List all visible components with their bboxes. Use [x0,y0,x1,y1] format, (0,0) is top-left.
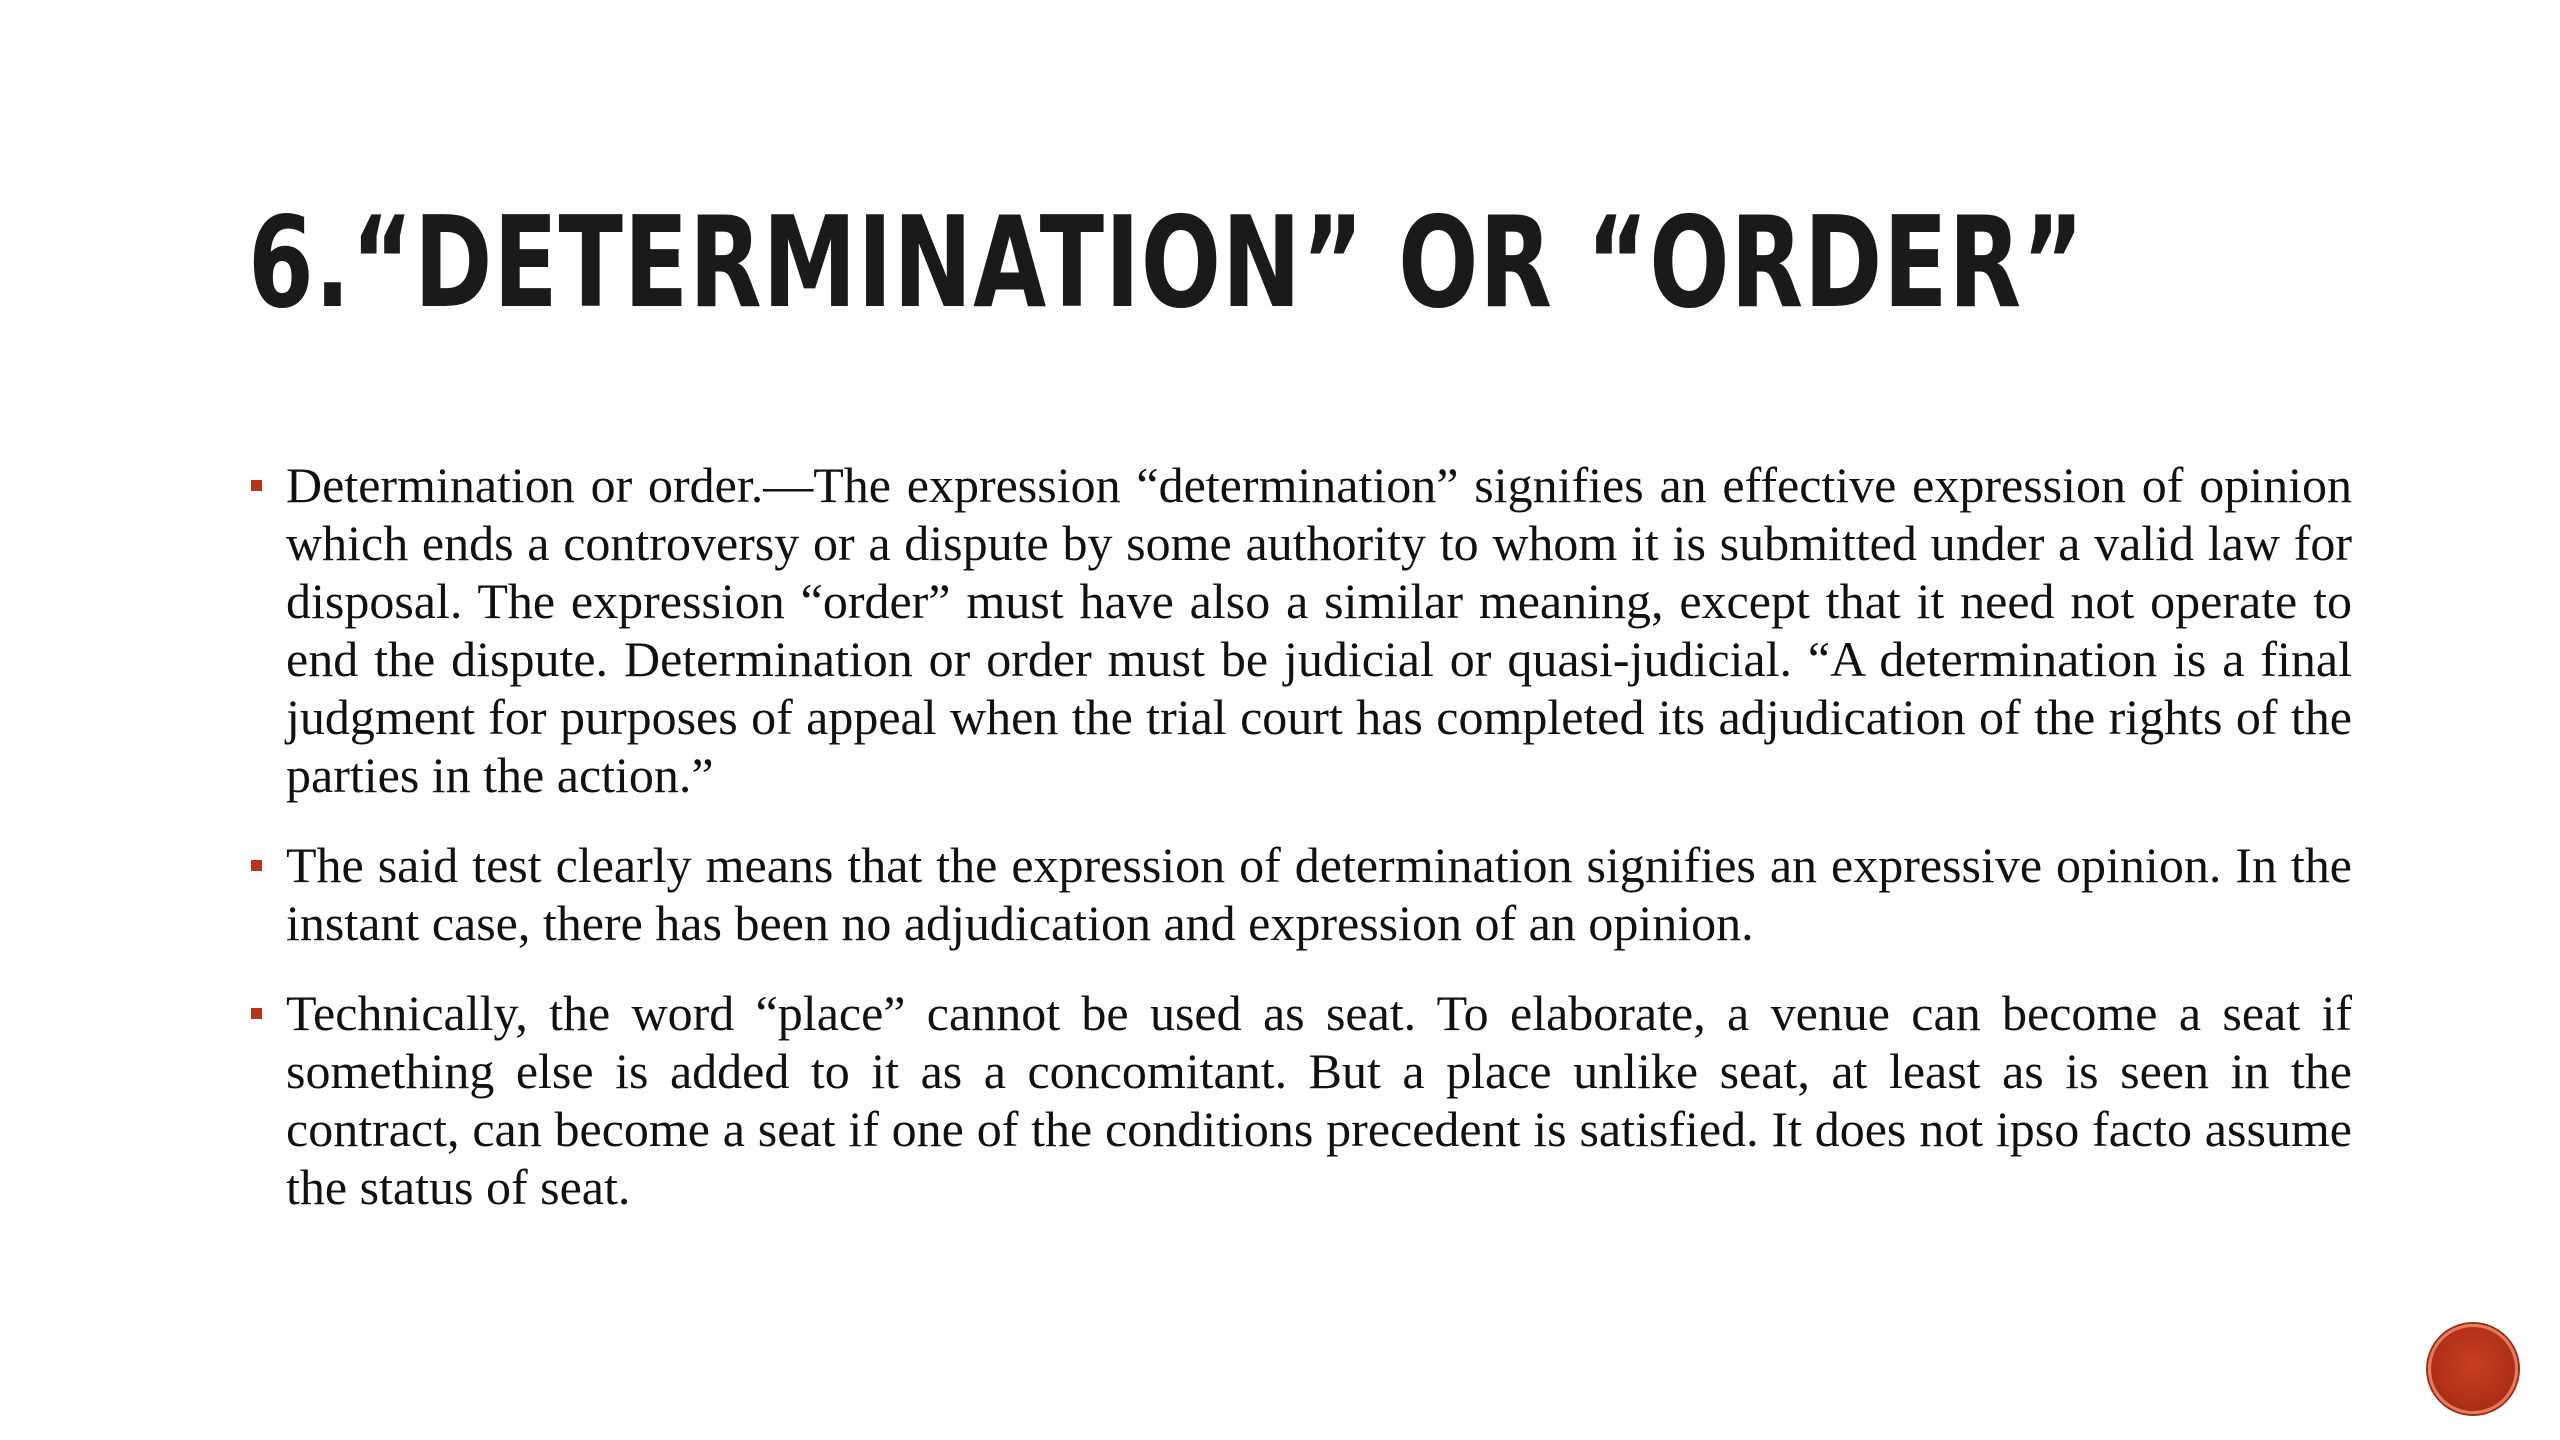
square-bullet-icon [251,860,262,871]
bullet-list [246,456,2352,1248]
bullet-text: The said test clearly means that the expression of determination signifies an expressive opinion. In the instant case, there has been no adjudication and expression of an opinion. [286,837,2352,951]
square-bullet-icon [251,1008,262,1019]
list-item [246,456,2352,804]
slide-title: 6.“DETERMINATION” OR “ORDER” [248,189,2085,336]
list-item [246,836,2352,952]
square-bullet-icon [251,480,262,491]
bullet-text: Determination or order.—The expression “determination” signifies an effective expression of opinion which ends a controversy or a dispute by some authority to whom it is submitted under a valid law for disposal. The expression “order” must have also a similar meaning, except that it need not operate to end the dispute. Determination or order must be judicial or quasi-judicial. “A determination is a final judgment for purposes of appeal when the trial court has completed its adjudication of the rights of the parties in the action.” [286,457,2352,803]
list-item [246,984,2352,1216]
bullet-text: Technically, the word “place” cannot be used as seat. To elaborate, a venue can become a seat if something else is added to it as a concomitant. But a place unlike seat, at least as is seen in the contract, can become a seat if one of the conditions precedent is satisfied. It does not ipso facto assume the status of seat. [286,985,2352,1215]
slide-nav-button[interactable] [2428,1324,2518,1414]
